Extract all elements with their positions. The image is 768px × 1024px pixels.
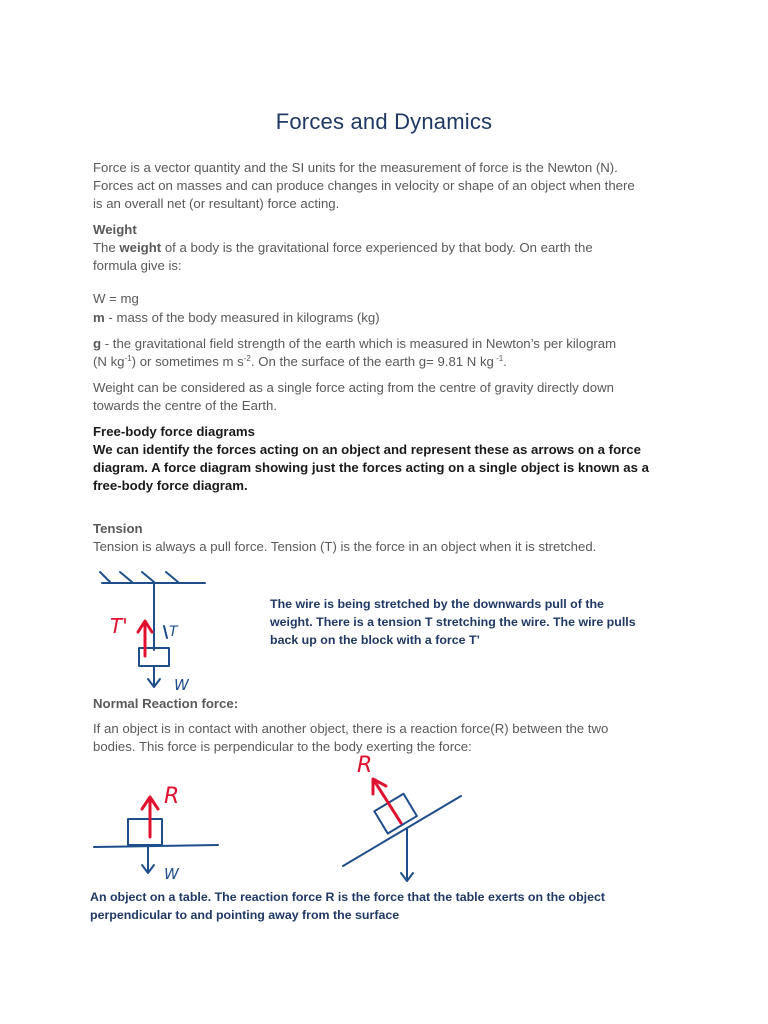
tension-diagram [90,568,220,693]
fbd-section: Free-body force diagrams We can identify the forces acting on an object and represent these as arrows on a force diagram. A force diagram showing just the forces acting on a single object is known as a free-body force diagram. [93,423,683,495]
r-label: R [164,784,180,809]
t-label: T [169,624,178,640]
w-label: W [174,676,189,694]
weight-line: formula give is: [93,258,182,273]
g-definition: g - the gravitational field strength of the earth which is measured in Newton’s per kilogram (N $kg^{-1}$) or sometimes m $s^{-2}$. On the surface of the earth g= 9.81 N kg $^{-1}$. [93,336,617,369]
weight-formula: W = mg [93,291,139,306]
tension-heading: Tension [93,521,143,536]
weight-line: The weight of a body is the gravitational force experienced by that body. On earth the [93,240,593,255]
tension-section [93,520,683,556]
table-reaction-diagram [90,775,230,883]
normal-text: If an object is in contact with another object, there is a reaction force(R) between the two bodies. This force is perpendicular to the body exerting the force: [93,721,609,754]
tension-caption: The wire is being stretched by the downwards pull of the weight. There is a tension T stretching the wire. The wire pulls back up on the block with a force T’ [270,597,636,647]
intro-line: Forces act on masses and can produce changes in velocity or shape of an object when there [93,178,635,193]
t-prime-label: T' [110,614,128,638]
slope-reaction-diagram [335,748,470,883]
table-caption: An object on a table. The reaction force R is the force that the table exerts on the object perpendicular to and pointing away from the surface [90,890,605,922]
normal-heading: Normal Reaction force: [93,696,239,711]
r-label: R [357,753,373,778]
normal-heading-block [93,695,683,713]
tension-text: Tension is always a pull force. Tension (T) is the force in an object when it is stretched. [93,539,597,554]
page-title: Forces and Dynamics [275,109,493,134]
intro-line: Force is a vector quantity and the SI units for the measurement of force is the Newton (N). [93,160,618,175]
weight-heading: Weight [93,222,137,237]
weight-section [93,221,683,275]
intro-paragraph [93,159,683,213]
mass-definition: m - mass of the body measured in kilograms (kg) [93,310,380,325]
intro-line: is an overall net (or resultant) force acting. [93,196,340,211]
fbd-heading: Free-body force diagrams [93,424,255,439]
w-label: W [164,865,179,883]
centre-of-gravity-text: Weight can be considered as a single force acting from the centre of gravity directly down towards the centre of the Earth. [93,380,614,413]
